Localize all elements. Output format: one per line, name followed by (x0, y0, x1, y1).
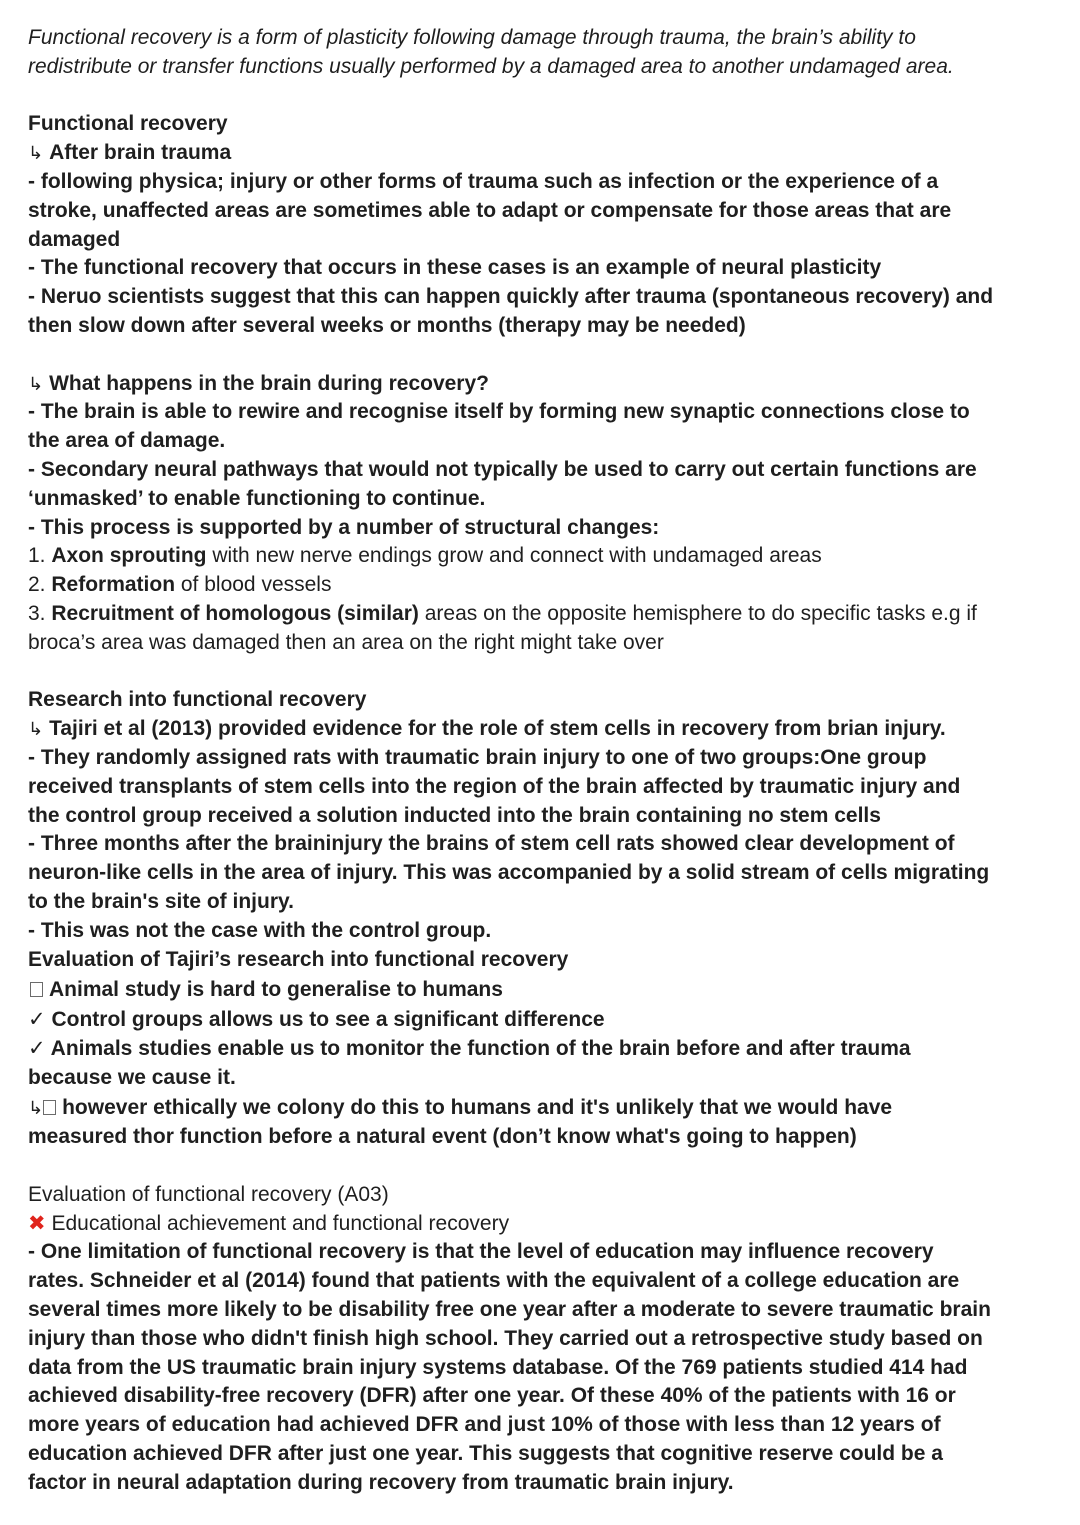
spacer (28, 1152, 1040, 1181)
body-line: the area of damage. (28, 429, 226, 453)
body-line: the control group received a solution inducted into the brain containing no stem cells (28, 803, 881, 827)
body-line: more years of education had achieved DFR and just 10% of those with less than 12 years of (28, 1413, 941, 1437)
list-item-continued: broca’s area was damaged then an area on the right might take over (28, 630, 664, 654)
section-heading-evaluation-a03: Evaluation of functional recovery (A03) (28, 1182, 389, 1206)
body-line: neuron-like cells in the area of injury. This was accompanied by a solid stream of cells migrating (28, 861, 990, 885)
spacer (28, 82, 1040, 111)
body-line: then slow down after several weeks or months (therapy may be needed) (28, 313, 746, 337)
evaluation-heading-tajiri: Evaluation of Tajiri’s research into functional recovery (28, 947, 569, 971)
body-line: - This was not the case with the control group. (28, 918, 492, 942)
body-line: - They randomly assigned rats with traumatic brain injury to one of two groups:One group (28, 745, 927, 769)
section-heading-functional-recovery: Functional recovery (28, 112, 228, 136)
body-line: factor in neural adaptation during recovery from traumatic brain injury. (28, 1470, 734, 1494)
body-line: data from the US traumatic brain injury systems database. Of the 769 patients studied 414 had (28, 1355, 968, 1379)
subheading-tajiri: ↳ Tajiri et al (2013) provided evidence for the role of stem cells in recovery from brian injury. (28, 717, 946, 741)
body-line: several times more likely to be disability free one year after a moderate to severe traumatic brain (28, 1298, 991, 1322)
body-line: received transplants of stem cells into the region of the brain affected by traumatic injury and (28, 774, 961, 798)
arrow-icon: ↳ (28, 143, 44, 164)
body-line: - Three months after the braininjury the brains of stem cell rats showed clear development of (28, 832, 955, 856)
evaluation-item-continued: because we cause it. (28, 1065, 236, 1089)
cross-icon: ✖ (28, 1211, 46, 1235)
body-line: - Secondary neural pathways that would not typically be used to carry out certain functions are (28, 457, 977, 481)
body-line: - following physica; injury or other forms of trauma such as infection or the experience of a (28, 169, 939, 193)
check-icon: ✓ (28, 1008, 46, 1032)
intro-line-1: Functional recovery is a form of plasticity following damage through trauma, the brain’s ability to (28, 26, 916, 49)
evaluation-item: ↳ however ethically we colony do this to humans and it's unlikely that we would have (28, 1096, 893, 1120)
spacer (28, 341, 1040, 370)
body-line: - One limitation of functional recovery is that the level of education may influence recovery (28, 1240, 934, 1264)
body-line: - The functional recovery that occurs in these cases is an example of neural plasticity (28, 256, 882, 280)
check-icon: ✓ (28, 1036, 46, 1060)
arrow-icon: ↳ (28, 373, 44, 394)
arrow-icon: ↳ (28, 719, 44, 740)
evaluation-item: ✓ Animals studies enable us to monitor the function of the brain before and after trauma (28, 1036, 911, 1060)
body-line: achieved disability-free recovery (DFR) after one year. Of these 40% of the patients with 16 or (28, 1384, 956, 1408)
body-line: education achieved DFR after just one year. This suggests that cognitive reserve could be a (28, 1442, 943, 1466)
spacer (28, 658, 1040, 687)
list-item: 3. Recruitment of homologous (similar) areas on the opposite hemisphere to do specific tasks e.g if (28, 601, 977, 625)
evaluation-item-continued: measured thor function before a natural event (don’t know what's going to happen) (28, 1125, 857, 1149)
body-line: - The brain is able to rewire and recognise itself by forming new synaptic connections close to (28, 400, 970, 424)
body-line: - Neruo scientists suggest that this can happen quickly after trauma (spontaneous recovery) and (28, 285, 994, 309)
intro-line-2: redistribute or transfer functions usually performed by a damaged area to another undamaged area. (28, 54, 954, 78)
body-line: injury than those who didn't finish high school. They carried out a retrospective study based on (28, 1326, 983, 1350)
list-item: 1. Axon sprouting with new nerve endings grow and connect with undamaged areas (28, 544, 822, 568)
subheading-educational: ✖ Educational achievement and functional recovery (28, 1211, 510, 1235)
checkbox-icon (30, 982, 43, 997)
evaluation-item: ✓ Control groups allows us to see a significant difference (28, 1008, 605, 1032)
body-line: rates. Schneider et al (2014) found that patients with the equivalent of a college education are (28, 1269, 960, 1293)
body-line: damaged (28, 227, 121, 251)
body-line: stroke, unaffected areas are sometimes able to adapt or compensate for those areas that are (28, 198, 952, 222)
checkbox-icon (43, 1100, 56, 1115)
subheading-what-happens: ↳ What happens in the brain during recovery? (28, 371, 489, 395)
evaluation-item: Animal study is hard to generalise to humans (28, 976, 1040, 1005)
body-line: - This process is supported by a number of structural changes: (28, 515, 660, 539)
body-line: ‘unmasked’ to enable functioning to continue. (28, 486, 486, 510)
body-line: to the brain's site of injury. (28, 889, 294, 913)
section-heading-research: Research into functional recovery (28, 688, 367, 712)
arrow-icon: ↳ (28, 1098, 44, 1119)
list-item: 2. Reformation of blood vessels (28, 573, 332, 597)
subheading-after-brain-trauma: ↳ After brain trauma (28, 141, 232, 165)
